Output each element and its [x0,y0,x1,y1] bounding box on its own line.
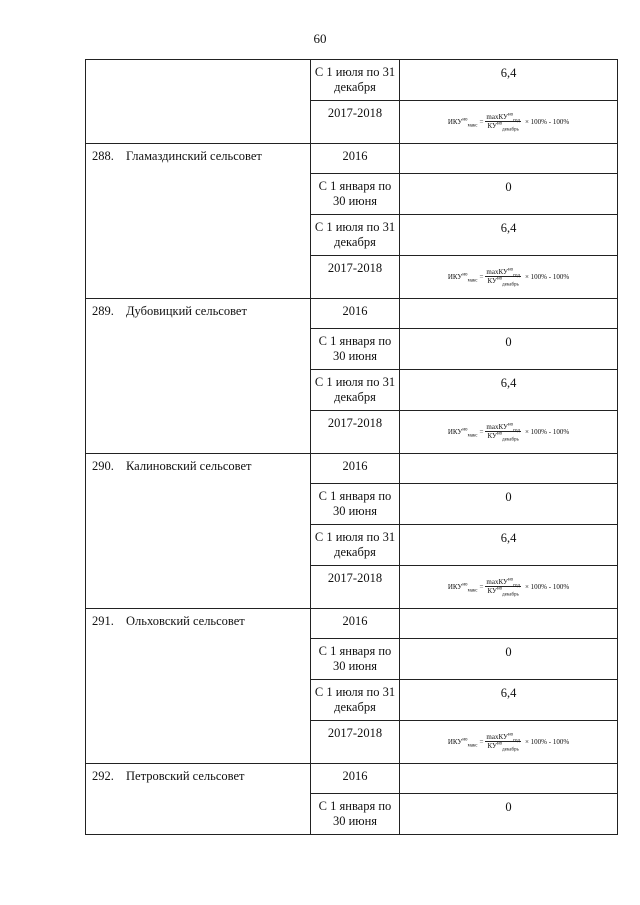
index-value-cell: 0 [400,484,618,525]
index-value-cell [400,609,618,639]
period-cell: 2017-2018 [311,566,400,609]
settlement-name-cell [86,60,311,144]
index-value-cell: 6,4 [400,680,618,721]
entry-number: 289. [92,304,114,318]
index-value-cell: 6,4 [400,525,618,566]
table-row [86,60,618,101]
period-cell: С 1 января по 30 июня [311,484,400,525]
page-number: 60 [313,31,327,46]
tariff-table [85,59,618,835]
entry-number: 290. [92,459,114,473]
index-formula: $ИКУ^{но}_{макс}$ = $\frac{\max КУ^{но}_{год}}{КУ^{но}_{декабрь}}$ × 100% - 100% [447,577,570,598]
period-cell: С 1 января по 30 июня [311,794,400,835]
settlement-name: Гламаздинский сельсовет [126,149,262,163]
period-cell: С 1 января по 30 июня [311,174,400,215]
index-value-cell [400,764,618,794]
index-value-cell [400,101,618,144]
table-row [86,454,618,484]
table-row [86,299,618,329]
period-cell: С 1 июля по 31 декабря [311,370,400,411]
index-value-cell [400,144,618,174]
index-value-cell [400,566,618,609]
settlement-name: Калиновский сельсовет [126,459,252,473]
table-row [86,144,618,174]
period-cell: 2017-2018 [311,256,400,299]
period-cell: 2016 [311,144,400,174]
index-formula: $ИКУ^{но}_{макс}$ = $\frac{\max КУ^{но}_{год}}{КУ^{но}_{декабрь}}$ × 100% - 100% [447,112,570,133]
index-value-cell [400,411,618,454]
period-cell: 2016 [311,609,400,639]
period-cell: С 1 июля по 31 декабря [311,525,400,566]
period-cell: С 1 июля по 31 декабря [311,215,400,256]
table-row [86,764,618,794]
settlement-name: Петровский сельсовет [126,769,245,783]
period-cell: 2017-2018 [311,721,400,764]
settlement-name: Ольховский сельсовет [126,614,245,628]
settlement-name: Дубовицкий сельсовет [126,304,247,318]
period-cell: 2016 [311,764,400,794]
index-formula: $ИКУ^{но}_{макс}$ = $\frac{\max КУ^{но}_{год}}{КУ^{но}_{декабрь}}$ × 100% - 100% [447,732,570,753]
index-value-cell: 0 [400,329,618,370]
index-value-cell: 6,4 [400,215,618,256]
period-cell: С 1 июля по 31 декабря [311,680,400,721]
index-value-cell [400,299,618,329]
index-value-cell: 6,4 [400,370,618,411]
period-cell: С 1 января по 30 июня [311,639,400,680]
entry-number: 288. [92,149,114,163]
index-value-cell [400,721,618,764]
index-value-cell [400,454,618,484]
period-cell: С 1 января по 30 июня [311,329,400,370]
index-value-cell: 6,4 [400,60,618,101]
index-value-cell: 0 [400,794,618,835]
entry-number: 292. [92,769,114,783]
index-value-cell: 0 [400,639,618,680]
period-cell: 2016 [311,454,400,484]
index-formula: $ИКУ^{но}_{макс}$ = $\frac{\max КУ^{но}_{год}}{КУ^{но}_{декабрь}}$ × 100% - 100% [447,267,570,288]
period-cell: 2016 [311,299,400,329]
entry-number: 291. [92,614,114,628]
period-cell: 2017-2018 [311,101,400,144]
period-cell: С 1 июля по 31 декабря [311,60,400,101]
index-value-cell [400,256,618,299]
index-value-cell: 0 [400,174,618,215]
settlement-name-cell [86,609,311,764]
settlement-name-cell [86,454,311,609]
period-cell: 2017-2018 [311,411,400,454]
table-row [86,609,618,639]
index-formula: $ИКУ^{но}_{макс}$ = $\frac{\max КУ^{но}_{год}}{КУ^{но}_{декабрь}}$ × 100% - 100% [447,422,570,443]
settlement-name-cell [86,144,311,299]
settlement-name-cell [86,299,311,454]
settlement-name-cell [86,764,311,835]
